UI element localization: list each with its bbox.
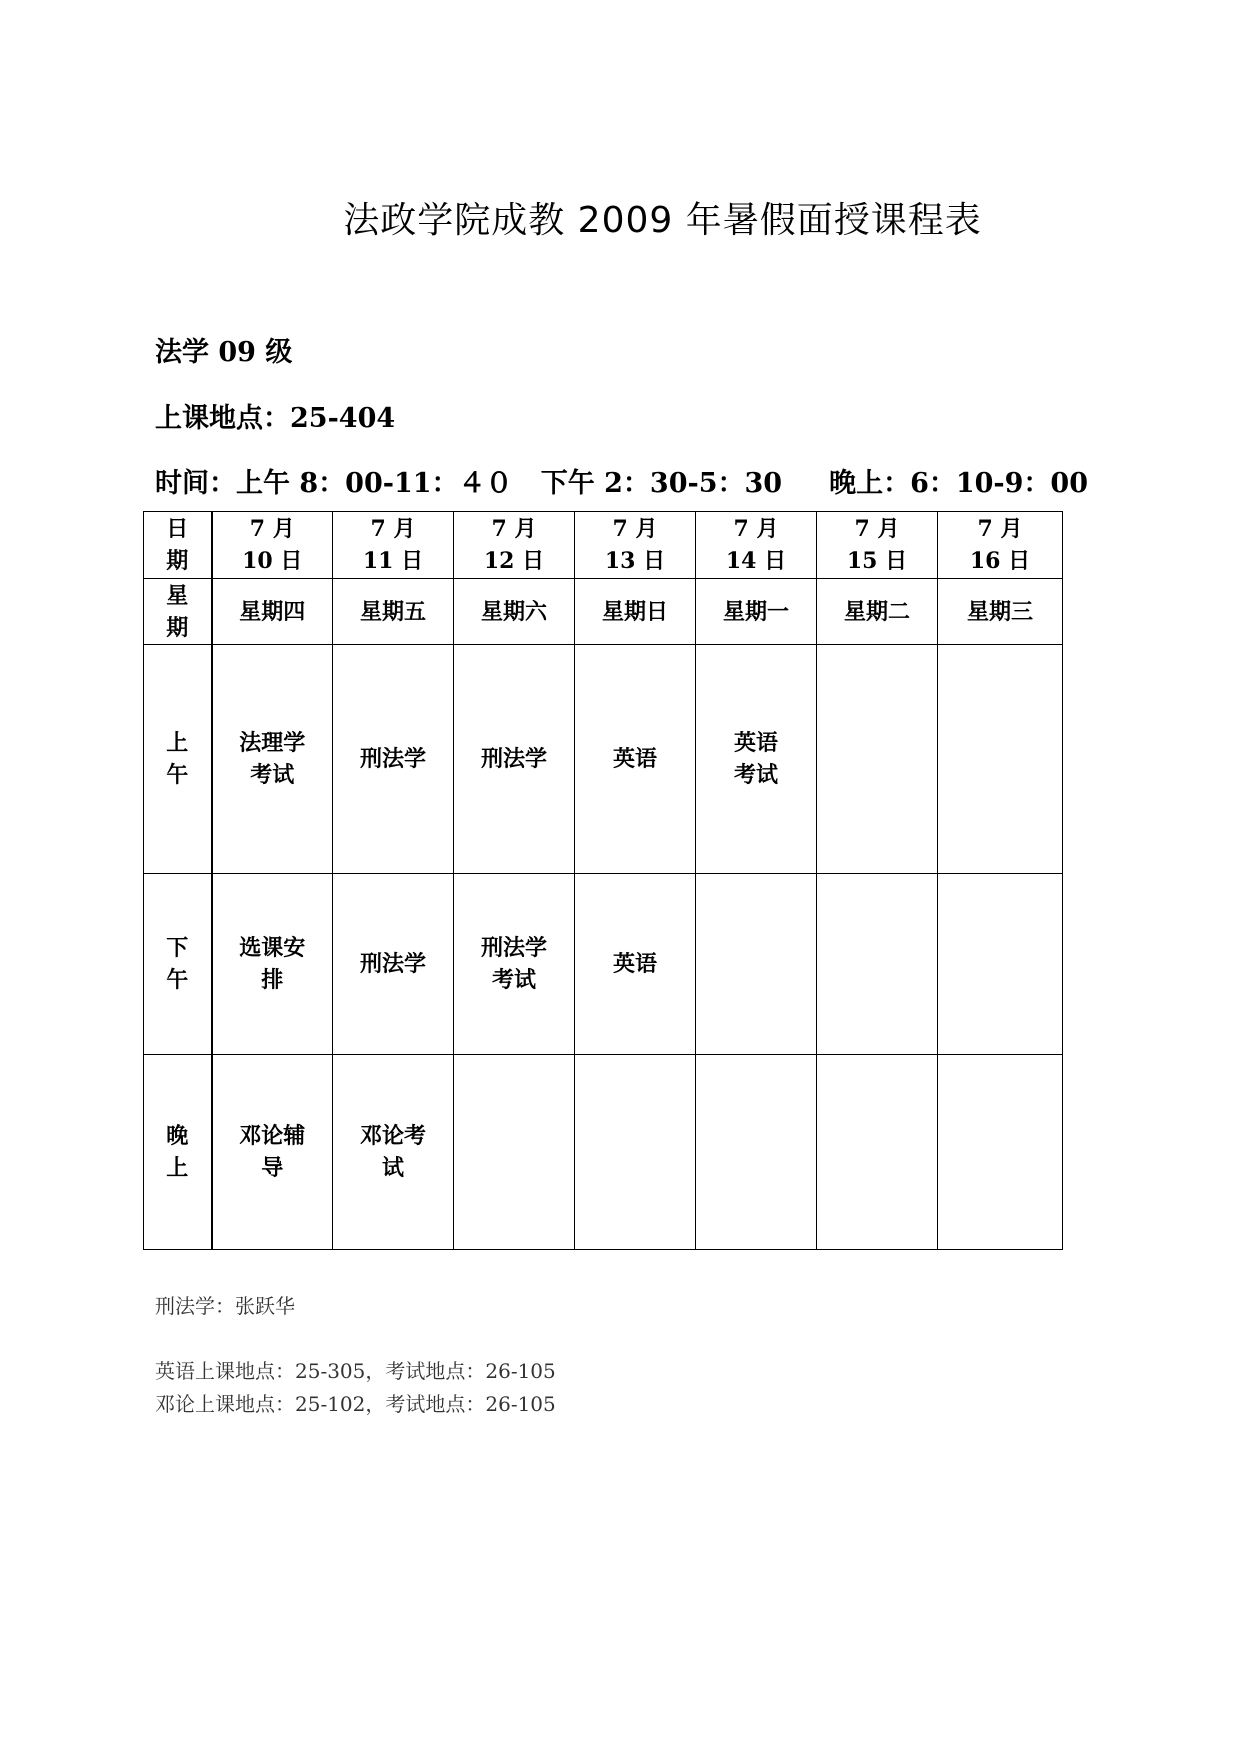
afternoon-cell: 刑法学: [333, 874, 454, 1055]
weekday-cell: 星期一: [696, 579, 817, 645]
row-head-weekday: 星期: [144, 579, 212, 645]
note-denglun-location: 邓论上课地点：25-102，考试地点：26-105: [155, 1392, 556, 1416]
weekday-cell: 星期四: [212, 579, 333, 645]
date-cell: 7 月 14 日: [696, 512, 817, 579]
morning-cell: 法理学考试: [212, 645, 333, 874]
class-location: 上课地点：25-404: [155, 403, 396, 434]
date-row: [144, 512, 1063, 579]
date-cell: 7 月 10 日: [212, 512, 333, 579]
row-head-evening: 晚上: [144, 1055, 212, 1250]
afternoon-cell: 选课安排: [212, 874, 333, 1055]
afternoon-cell: 英语: [575, 874, 696, 1055]
afternoon-row: [144, 874, 1063, 1055]
row-head-date: 日期: [144, 512, 212, 579]
morning-cell: [938, 645, 1063, 874]
date-cell: 7 月 16 日: [938, 512, 1063, 579]
evening-cell: [938, 1055, 1063, 1250]
afternoon-cell: [817, 874, 938, 1055]
morning-cell: 刑法学: [333, 645, 454, 874]
evening-cell: [696, 1055, 817, 1250]
evening-cell: [817, 1055, 938, 1250]
afternoon-cell: [696, 874, 817, 1055]
evening-cell: [575, 1055, 696, 1250]
morning-row: [144, 645, 1063, 874]
class-time: 时间：上午 8：00-11：４０ 下午 2：30-5：30 晚上：6：10-9：00: [155, 468, 1088, 499]
evening-cell: [454, 1055, 575, 1250]
date-cell: 7 月 11 日: [333, 512, 454, 579]
afternoon-cell: [938, 874, 1063, 1055]
date-cell: 7 月 13 日: [575, 512, 696, 579]
row-head-afternoon: 下午: [144, 874, 212, 1055]
note-english-location: 英语上课地点：25-305，考试地点：26-105: [155, 1359, 556, 1383]
morning-cell: [817, 645, 938, 874]
date-cell: 7 月 15 日: [817, 512, 938, 579]
date-cell: 7 月 12 日: [454, 512, 575, 579]
evening-cell: 邓论辅导: [212, 1055, 333, 1250]
row-head-morning: 上午: [144, 645, 212, 874]
afternoon-cell: 刑法学考试: [454, 874, 575, 1055]
weekday-cell: 星期二: [817, 579, 938, 645]
weekday-cell: 星期五: [333, 579, 454, 645]
weekday-row: [144, 579, 1063, 645]
weekday-cell: 星期六: [454, 579, 575, 645]
note-teacher: 刑法学：张跃华: [155, 1294, 295, 1318]
evening-cell: 邓论考试: [333, 1055, 454, 1250]
morning-cell: 英语考试: [696, 645, 817, 874]
morning-cell: 英语: [575, 645, 696, 874]
morning-cell: 刑法学: [454, 645, 575, 874]
class-name: 法学 09 级: [155, 337, 293, 368]
evening-row: [144, 1055, 1063, 1250]
weekday-cell: 星期日: [575, 579, 696, 645]
schedule-table: [143, 511, 1063, 1250]
page-title: 法政学院成教 2009 年暑假面授课程表: [343, 200, 982, 241]
weekday-cell: 星期三: [938, 579, 1063, 645]
